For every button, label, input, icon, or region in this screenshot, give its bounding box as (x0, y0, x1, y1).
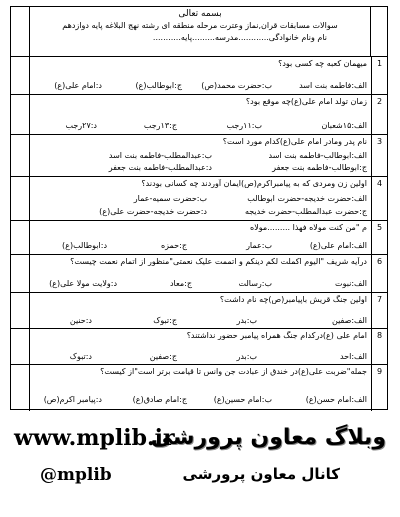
option-a: الف:۱۵شعبان (321, 121, 367, 130)
exam-subtitle: سوالات مسابقات قران,نماز وعترت مرحله منطقه ای رشته نهج البلاغه پایه دوازدهم (62, 21, 338, 30)
option-d: د:تبوک (69, 352, 92, 361)
question-number: 4 (371, 177, 387, 220)
question-row (11, 135, 387, 177)
question-text: اولین زن ومردی که به پیامبراکرم(ص)ایمان آوردند چه کسانی بودند؟ (141, 179, 367, 188)
question-number: 8 (371, 329, 387, 364)
score-cell (11, 221, 30, 254)
exam-header (11, 7, 387, 57)
question-row (11, 293, 387, 329)
option-a: الف:امام علی(ع) (309, 241, 367, 250)
option-c: ج:حمزه (160, 241, 187, 250)
option-d: د:حضرت خدیجه-حضرت علی(ع) (99, 207, 207, 216)
option-d: د:امام علی(ع) (54, 81, 102, 90)
option-c: ج:امام صادق(ع) (132, 395, 187, 404)
score-cell (11, 135, 30, 176)
channel-name: کانال معاون پرورشی (182, 465, 340, 483)
exam-title: بسمه تعالی (178, 9, 222, 19)
option-a: الف:نبوت (335, 279, 367, 288)
question-text: امام علی (ع)درکدام جنگ همراه پیامبر حضور نداشتند؟ (186, 331, 367, 340)
question-row (11, 365, 387, 411)
option-b: ب:عمار (246, 241, 272, 250)
score-cell (11, 293, 30, 328)
question-text: جمله"ضربت علی(ع)در خندق از عبادت جن وانس تا قیامت برتر است"از کیست؟ (100, 367, 367, 376)
option-d: د:ابوطالب(ع) (62, 241, 107, 250)
option-b: ب:بدر (236, 352, 257, 361)
score-cell (11, 57, 30, 94)
question-text: م "من کنت مولاه فهذا .........مولاه (250, 223, 367, 232)
option-c: ج:حضرت عبدالمطلب-حضرت خدیجه (244, 207, 367, 216)
option-a: الف:صفین (332, 316, 367, 325)
number-column-header (370, 7, 387, 56)
option-b: ب:امام حسین(ع) (213, 395, 272, 404)
score-cell (11, 255, 30, 292)
question-row (11, 177, 387, 221)
option-c: ج:ابوطالب(ع) (135, 81, 182, 90)
score-cell (11, 365, 30, 411)
question-number: 9 (371, 365, 387, 411)
option-d: د:عبدالمطلب-فاطمه بنت جعفر (108, 163, 212, 172)
option-a: الف:احد (339, 352, 367, 361)
question-number: 3 (371, 135, 387, 176)
option-a: الف:فاطمه بنت اسد (299, 81, 367, 90)
question-rows (11, 57, 387, 411)
channel-handle: @mplib (40, 465, 112, 485)
option-b: ب:عبدالمطلب-فاطمه بنت اسد (108, 151, 212, 160)
option-a: الف:ابوطالب-فاطمه بنت اسد (268, 151, 367, 160)
score-column-header (11, 7, 30, 56)
question-row (11, 57, 387, 95)
option-c: ج:معاد (169, 279, 192, 288)
option-d: د:حنین (69, 316, 92, 325)
blog-url: www.mplib.ir (14, 425, 175, 451)
option-b: ب:حضرت سمیه-عمار (133, 194, 207, 203)
option-a: الف:امام حسن(ع) (305, 395, 367, 404)
question-number: 1 (371, 57, 387, 94)
option-c: ج:۱۳رجب (143, 121, 177, 130)
option-d: د:۲۷رجب (65, 121, 97, 130)
option-d: د:ولایت مولا علی(ع) (49, 279, 117, 288)
blog-name: وبلاگ معاون پرورشی (150, 425, 386, 450)
question-text: درآیه شریف "الیوم اکملت لکم دینکم و اتممت علیک نعمتی"منظور از اتمام نعمت چیست؟ (70, 257, 367, 266)
score-cell (11, 329, 30, 364)
option-a: الف:حضرت خدیجه-حضرت ابوطالب (247, 194, 367, 203)
question-text: زمان تولد امام علی(ع)چه موقع بود؟ (245, 97, 367, 106)
question-text: میهمان کعبه چه کسی بود؟ (278, 59, 367, 68)
question-number: 6 (371, 255, 387, 292)
question-row (11, 95, 387, 135)
option-b: ب:بدر (236, 316, 257, 325)
question-row (11, 255, 387, 293)
question-text: اولین جنگ قریش باپیامبر(ص)چه نام داشت؟ (219, 295, 367, 304)
score-cell (11, 95, 30, 134)
option-b: ب:حضرت محمد(ص) (201, 81, 272, 90)
question-text: نام پدر ومادر امام علی(ع)کدام مورد است؟ (222, 137, 367, 146)
question-number: 2 (371, 95, 387, 134)
score-cell (11, 177, 30, 220)
exam-sheet (10, 6, 388, 410)
question-row (11, 221, 387, 255)
option-b: ب:۱۱رجب (226, 121, 262, 130)
question-number: 7 (371, 293, 387, 328)
question-number: 5 (371, 221, 387, 254)
option-b: ب:رسالت (238, 279, 272, 288)
option-d: د:پیامبر اکرم(ص) (43, 395, 102, 404)
student-info-line: نام ونام خانوادگی............مدرسه.........پایه........... (152, 33, 327, 42)
option-c: ج:صفین (149, 352, 177, 361)
option-c: ج:تبوک (153, 316, 177, 325)
question-row (11, 329, 387, 365)
option-c: ج:ابوطالب-فاطمه بنت جعفر (272, 163, 367, 172)
